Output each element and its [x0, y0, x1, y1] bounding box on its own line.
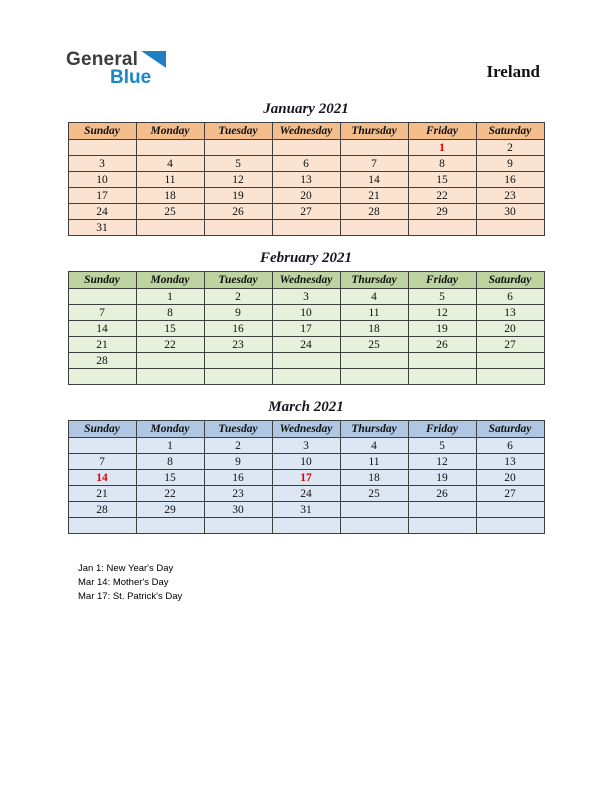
- day-cell-january-18: 18: [136, 188, 204, 204]
- day-cell-empty: [408, 502, 476, 518]
- day-cell-empty: [272, 353, 340, 369]
- week-row: [68, 188, 544, 204]
- day-header-tuesday: Tuesday: [204, 421, 272, 438]
- month-title-january: January 2021: [263, 101, 349, 117]
- logo-text-blue: Blue: [110, 67, 152, 88]
- page-header: [0, 0, 612, 87]
- day-header-sunday: Sunday: [68, 272, 136, 289]
- day-cell-february-14: 14: [68, 321, 136, 337]
- day-cell-march-19: 19: [408, 470, 476, 486]
- week-row: [68, 156, 544, 172]
- country-title: Ireland: [486, 62, 540, 81]
- day-cell-january-10: 10: [68, 172, 136, 188]
- day-cell-january-6: 6: [272, 156, 340, 172]
- day-cell-march-16: 16: [204, 470, 272, 486]
- day-cell-january-9: 9: [476, 156, 544, 172]
- day-header-wednesday: Wednesday: [272, 421, 340, 438]
- day-cell-march-15: 15: [136, 470, 204, 486]
- day-cell-february-18: 18: [340, 321, 408, 337]
- day-header-monday: Monday: [136, 421, 204, 438]
- day-cell-empty: [272, 518, 340, 534]
- day-cell-march-13: 13: [476, 454, 544, 470]
- day-cell-february-23: 23: [204, 337, 272, 353]
- day-cell-january-23: 23: [476, 188, 544, 204]
- week-row: [68, 369, 544, 385]
- day-cell-empty: [476, 353, 544, 369]
- day-cell-march-29: 29: [136, 502, 204, 518]
- day-cell-january-31: 31: [68, 220, 136, 236]
- day-cell-january-15: 15: [408, 172, 476, 188]
- day-cell-march-10: 10: [272, 454, 340, 470]
- day-cell-february-16: 16: [204, 321, 272, 337]
- day-cell-empty: [68, 140, 136, 156]
- day-cell-empty: [136, 518, 204, 534]
- day-cell-empty: [136, 369, 204, 385]
- day-cell-february-2: 2: [204, 289, 272, 305]
- day-cell-february-27: 27: [476, 337, 544, 353]
- day-cell-february-8: 8: [136, 305, 204, 321]
- week-row: [68, 486, 544, 502]
- day-cell-march-2: 2: [204, 438, 272, 454]
- day-cell-march-24: 24: [272, 486, 340, 502]
- day-cell-empty: [272, 220, 340, 236]
- logo-text-general: General: [66, 49, 139, 70]
- day-cell-february-1: 1: [136, 289, 204, 305]
- week-row: [68, 454, 544, 470]
- day-cell-january-24: 24: [68, 204, 136, 220]
- day-cell-empty: [408, 518, 476, 534]
- day-cell-empty: [476, 518, 544, 534]
- day-header-monday: Monday: [136, 123, 204, 140]
- day-cell-january-26: 26: [204, 204, 272, 220]
- day-cell-january-29: 29: [408, 204, 476, 220]
- day-cell-february-22: 22: [136, 337, 204, 353]
- day-header-thursday: Thursday: [340, 272, 408, 289]
- day-cell-february-28: 28: [68, 353, 136, 369]
- day-cell-march-14: 14: [68, 470, 136, 486]
- day-cell-empty: [136, 353, 204, 369]
- month-march: [68, 399, 545, 534]
- week-row: [68, 502, 544, 518]
- day-cell-empty: [68, 438, 136, 454]
- day-cell-march-6: 6: [476, 438, 544, 454]
- calendar-months: [68, 101, 545, 534]
- day-cell-march-11: 11: [340, 454, 408, 470]
- day-header-wednesday: Wednesday: [272, 123, 340, 140]
- day-cell-february-12: 12: [408, 305, 476, 321]
- month-january: [68, 101, 545, 236]
- day-cell-february-3: 3: [272, 289, 340, 305]
- day-header-row: [68, 272, 544, 289]
- day-header-tuesday: Tuesday: [204, 272, 272, 289]
- day-header-friday: Friday: [408, 123, 476, 140]
- day-cell-february-20: 20: [476, 321, 544, 337]
- day-cell-march-4: 4: [340, 438, 408, 454]
- day-cell-february-15: 15: [136, 321, 204, 337]
- day-cell-march-5: 5: [408, 438, 476, 454]
- day-cell-march-1: 1: [136, 438, 204, 454]
- day-cell-february-11: 11: [340, 305, 408, 321]
- logo-triangle-icon: [141, 51, 166, 68]
- day-cell-march-30: 30: [204, 502, 272, 518]
- calendar-table-march: [68, 420, 545, 534]
- day-cell-march-23: 23: [204, 486, 272, 502]
- day-cell-january-13: 13: [272, 172, 340, 188]
- day-cell-january-28: 28: [340, 204, 408, 220]
- general-blue-logo: [66, 50, 166, 87]
- week-row: [68, 204, 544, 220]
- day-cell-january-16: 16: [476, 172, 544, 188]
- day-cell-empty: [340, 369, 408, 385]
- day-cell-empty: [204, 353, 272, 369]
- day-cell-empty: [408, 369, 476, 385]
- holiday-list: [78, 562, 612, 604]
- day-cell-march-3: 3: [272, 438, 340, 454]
- day-cell-empty: [340, 140, 408, 156]
- week-row: [68, 337, 544, 353]
- day-cell-february-5: 5: [408, 289, 476, 305]
- calendar-table-february: [68, 271, 545, 385]
- day-header-sunday: Sunday: [68, 123, 136, 140]
- day-cell-february-9: 9: [204, 305, 272, 321]
- day-cell-february-26: 26: [408, 337, 476, 353]
- day-header-saturday: Saturday: [476, 421, 544, 438]
- week-row: [68, 353, 544, 369]
- week-row: [68, 305, 544, 321]
- week-row: [68, 289, 544, 305]
- day-cell-january-21: 21: [340, 188, 408, 204]
- day-cell-empty: [68, 369, 136, 385]
- week-row: [68, 518, 544, 534]
- day-cell-march-12: 12: [408, 454, 476, 470]
- holiday-note: Jan 1: New Year's Day: [78, 563, 174, 574]
- day-cell-march-17: 17: [272, 470, 340, 486]
- day-header-sunday: Sunday: [68, 421, 136, 438]
- day-header-saturday: Saturday: [476, 123, 544, 140]
- week-row: [68, 470, 544, 486]
- day-cell-empty: [408, 353, 476, 369]
- day-cell-february-4: 4: [340, 289, 408, 305]
- day-cell-january-22: 22: [408, 188, 476, 204]
- day-cell-empty: [272, 369, 340, 385]
- day-cell-march-28: 28: [68, 502, 136, 518]
- day-cell-february-19: 19: [408, 321, 476, 337]
- day-cell-march-18: 18: [340, 470, 408, 486]
- month-title-february: February 2021: [259, 250, 353, 266]
- day-cell-empty: [476, 369, 544, 385]
- day-cell-january-1: 1: [408, 140, 476, 156]
- day-cell-empty: [68, 518, 136, 534]
- day-cell-february-21: 21: [68, 337, 136, 353]
- day-cell-empty: [476, 220, 544, 236]
- day-cell-march-7: 7: [68, 454, 136, 470]
- day-cell-empty: [68, 289, 136, 305]
- day-cell-empty: [408, 220, 476, 236]
- day-cell-empty: [204, 369, 272, 385]
- day-cell-empty: [476, 502, 544, 518]
- day-cell-january-5: 5: [204, 156, 272, 172]
- day-cell-march-26: 26: [408, 486, 476, 502]
- day-cell-empty: [272, 140, 340, 156]
- day-cell-january-27: 27: [272, 204, 340, 220]
- day-cell-empty: [340, 518, 408, 534]
- day-cell-empty: [340, 220, 408, 236]
- week-row: [68, 220, 544, 236]
- day-cell-january-2: 2: [476, 140, 544, 156]
- day-cell-january-11: 11: [136, 172, 204, 188]
- day-cell-march-21: 21: [68, 486, 136, 502]
- day-cell-march-9: 9: [204, 454, 272, 470]
- day-cell-january-25: 25: [136, 204, 204, 220]
- holiday-note: Mar 14: Mother's Day: [78, 577, 169, 588]
- day-cell-empty: [340, 353, 408, 369]
- day-header-wednesday: Wednesday: [272, 272, 340, 289]
- day-cell-empty: [136, 140, 204, 156]
- day-cell-march-31: 31: [272, 502, 340, 518]
- day-cell-march-8: 8: [136, 454, 204, 470]
- day-cell-empty: [340, 502, 408, 518]
- day-cell-january-4: 4: [136, 156, 204, 172]
- day-header-tuesday: Tuesday: [204, 123, 272, 140]
- day-cell-empty: [204, 518, 272, 534]
- day-cell-january-30: 30: [476, 204, 544, 220]
- day-cell-february-24: 24: [272, 337, 340, 353]
- day-header-thursday: Thursday: [340, 421, 408, 438]
- holiday-note: Mar 17: St. Patrick's Day: [78, 591, 183, 602]
- week-row: [68, 438, 544, 454]
- day-cell-march-27: 27: [476, 486, 544, 502]
- day-cell-january-19: 19: [204, 188, 272, 204]
- day-header-friday: Friday: [408, 272, 476, 289]
- day-cell-january-20: 20: [272, 188, 340, 204]
- month-title-march: March 2021: [268, 399, 344, 415]
- day-cell-empty: [204, 220, 272, 236]
- day-header-friday: Friday: [408, 421, 476, 438]
- day-cell-january-7: 7: [340, 156, 408, 172]
- day-cell-february-10: 10: [272, 305, 340, 321]
- calendar-table-january: [68, 122, 545, 236]
- day-header-monday: Monday: [136, 272, 204, 289]
- week-row: [68, 172, 544, 188]
- day-cell-january-12: 12: [204, 172, 272, 188]
- day-cell-march-20: 20: [476, 470, 544, 486]
- day-cell-march-22: 22: [136, 486, 204, 502]
- day-cell-march-25: 25: [340, 486, 408, 502]
- week-row: [68, 321, 544, 337]
- day-header-row: [68, 123, 544, 140]
- day-cell-february-7: 7: [68, 305, 136, 321]
- day-cell-february-25: 25: [340, 337, 408, 353]
- day-cell-empty: [204, 140, 272, 156]
- day-cell-january-14: 14: [340, 172, 408, 188]
- day-cell-january-17: 17: [68, 188, 136, 204]
- day-cell-february-6: 6: [476, 289, 544, 305]
- day-header-row: [68, 421, 544, 438]
- month-february: [68, 250, 545, 385]
- day-cell-february-17: 17: [272, 321, 340, 337]
- day-cell-january-8: 8: [408, 156, 476, 172]
- day-cell-january-3: 3: [68, 156, 136, 172]
- day-cell-empty: [136, 220, 204, 236]
- day-header-saturday: Saturday: [476, 272, 544, 289]
- day-cell-february-13: 13: [476, 305, 544, 321]
- week-row: [68, 140, 544, 156]
- day-header-thursday: Thursday: [340, 123, 408, 140]
